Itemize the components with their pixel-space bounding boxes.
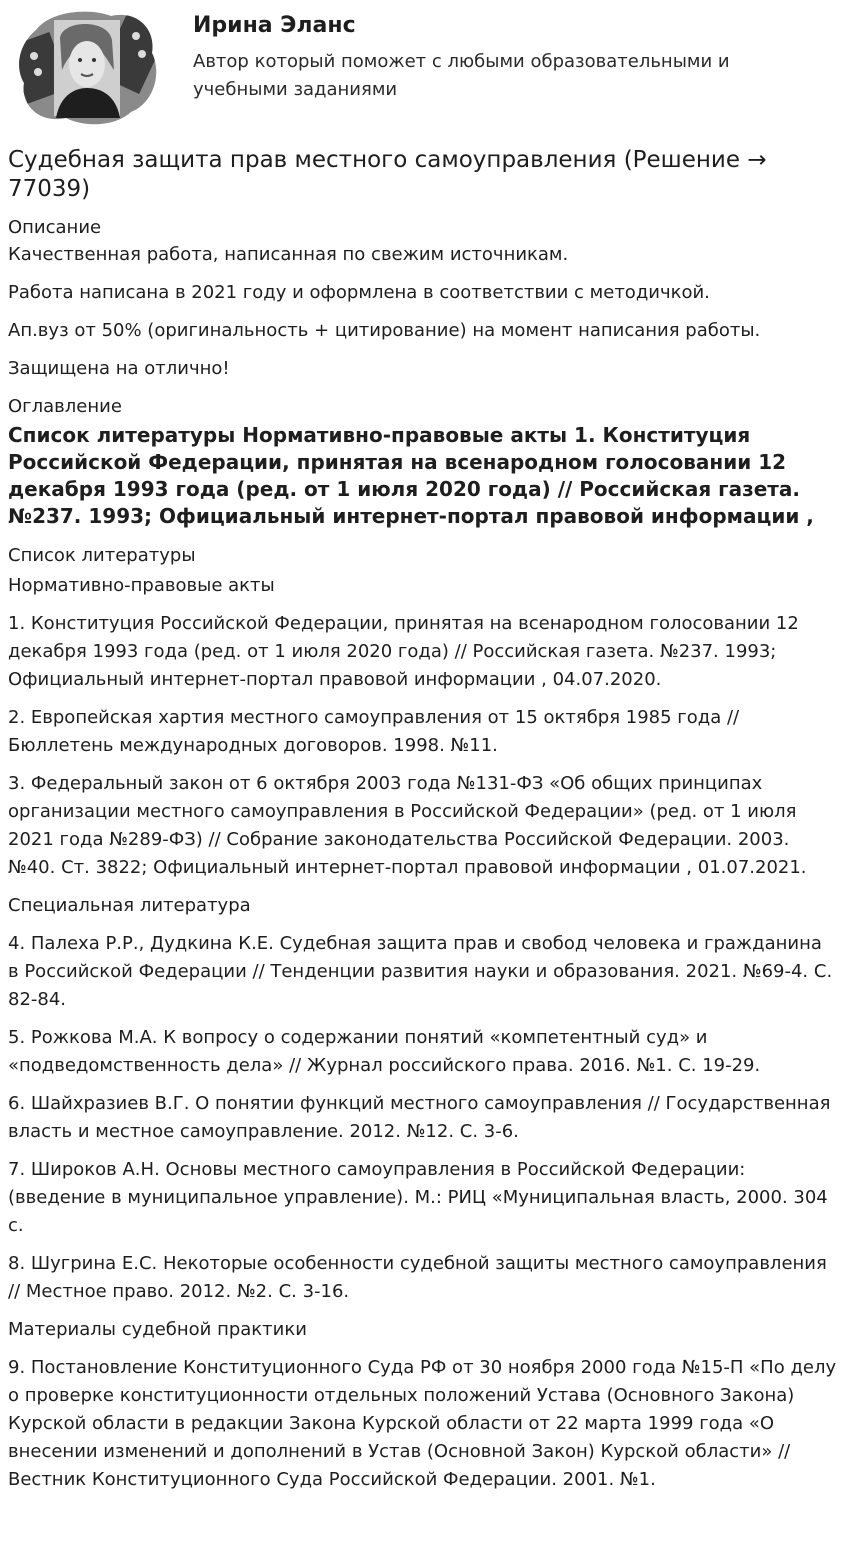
toc-subheading: Специальная литература xyxy=(8,895,251,916)
author-description: Автор который поможет с любыми образовательными и учебными заданиями xyxy=(193,51,730,100)
bibliography-item: 6. Шайхразиев В.Г. О понятии функций местного самоуправления // Государственная власть и местное самоуправление. 2012. №12. С. 3-6. xyxy=(8,1093,831,1142)
description-block xyxy=(8,241,839,383)
author-card xyxy=(8,0,839,132)
bibliography-item: 2. Европейская хартия местного самоуправления от 15 октября 1985 года // Бюллетень международных договоров. 1998. №11. xyxy=(8,707,740,756)
bibliography-item: 1. Конституция Российской Федерации, принятая на всенародном голосовании 12 декабря 1993 года (ред. от 1 июля 2020 года) // Российская газета. №237. 1993; Официальный интернет-портал правовой информации , 04.07.2020. xyxy=(8,613,799,690)
work-title: Судебная защита прав местного самоуправления (Решение → 77039) xyxy=(8,147,767,202)
description-paragraph: Работа написана в 2021 году и оформлена в соответствии с методичкой. xyxy=(8,282,710,303)
toc-subheading: Материалы судебной практики xyxy=(8,1319,307,1340)
toc-summary: Список литературы Нормативно-правовые акты 1. Конституция Российской Федерации, принятая на всенародном голосовании 12 декабря 1993 года (ред. от 1 июля 2020 года) // Российская газета. №237. 1993; Официальный интернет-портал правовой информации , xyxy=(8,423,814,528)
bibliography-item: 4. Палеха Р.Р., Дудкина К.Е. Судебная защита прав и свобод человека и гражданина в Российской Федерации // Тенденции развития науки и образования. 2021. №69-4. С. 82-84. xyxy=(8,933,833,1010)
bibliography-item: 3. Федеральный закон от 6 октября 2003 года №131-ФЗ «Об общих принципах организации местного самоуправления в Российской Федерации» (ред. от 1 июля 2021 года №289-ФЗ) // Собрание законодательства Российской Федерации. 2003. №40. Ст. 3822; Официальный интернет-портал правовой информации , 01.07.2021. xyxy=(8,773,807,878)
bibliography-item: 9. Постановление Конституционного Суда РФ от 30 ноября 2000 года №15-П «По делу о проверке конституционности отдельных положений Устава (Основного Закона) Курской области в редакции Закона Курской области от 22 марта 1999 года «О внесении изменений и дополнений в Устав (Основной Закон) Курской области» // Вестник Конституционного Суда Российской Федерации. 2001. №1. xyxy=(8,1357,837,1490)
bibliography-item: 7. Широков А.Н. Основы местного самоуправления в Российской Федерации: (введение в муниципальное управление). М.: РИЦ «Муниципальная власть, 2000. 304 с. xyxy=(8,1159,828,1236)
description-label: Описание xyxy=(8,217,102,238)
description-paragraph: Защищена на отлично! xyxy=(8,358,230,379)
bibliography-item: 8. Шугрина Е.С. Некоторые особенности судебной защиты местного самоуправления // Местное право. 2012. №2. С. 3-16. xyxy=(8,1253,827,1302)
toc-subheading: Нормативно-правовые акты xyxy=(8,575,275,596)
toc-content xyxy=(8,542,839,1494)
bibliography-item: 5. Рожкова М.А. К вопросу о содержании понятий «компетентный суд» и «подведомственность дела» // Журнал российского права. 2016. №1. С. 19-29. xyxy=(8,1027,761,1076)
description-paragraph: Качественная работа, написанная по свежим источникам. xyxy=(8,244,569,265)
toc-heading: Список литературы xyxy=(8,545,196,566)
author-name[interactable]: Ирина Эланс xyxy=(193,13,356,38)
description-paragraph: Ап.вуз от 50% (оригинальность + цитирование) на момент написания работы. xyxy=(8,320,761,341)
author-avatar[interactable] xyxy=(16,8,158,126)
toc-label: Оглавление xyxy=(8,396,122,417)
